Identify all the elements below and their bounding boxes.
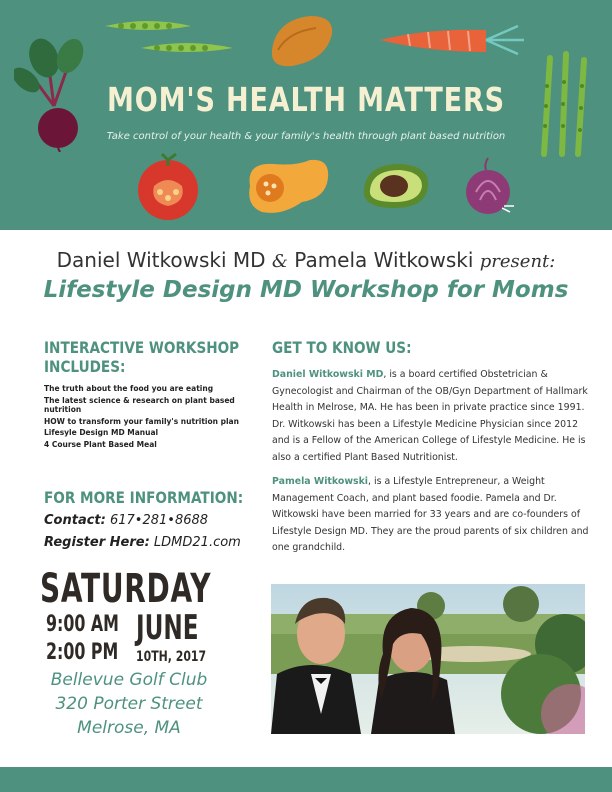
avocado-icon bbox=[360, 160, 432, 212]
presenter-name-daniel: Daniel Witkowski MD bbox=[56, 248, 266, 272]
list-item: The truth about the food you are eating bbox=[44, 384, 214, 393]
register-label: Register Here: bbox=[44, 535, 150, 550]
event-time-end: 2:00 PM bbox=[46, 640, 119, 665]
list-item: 4 Course Plant Based Meal bbox=[44, 439, 157, 449]
more-info-heading: FOR MORE INFORMATION: bbox=[44, 488, 244, 507]
onion-icon bbox=[458, 154, 518, 218]
squash-icon bbox=[240, 154, 332, 220]
event-day: SATURDAY bbox=[40, 566, 212, 612]
venue-street: 320 Porter Street bbox=[55, 694, 203, 714]
about-section bbox=[272, 338, 592, 557]
event-date: 10TH, 2017 bbox=[136, 649, 207, 665]
register-url: LDMD21.com bbox=[153, 535, 241, 550]
venue-name: Bellevue Golf Club bbox=[50, 670, 208, 690]
bio-pamela bbox=[272, 474, 592, 557]
includes-heading-line1: INTERACTIVE WORKSHOP bbox=[44, 338, 240, 357]
register-line bbox=[44, 535, 241, 550]
bio-pamela-text: , is a Lifestyle Entrepreneur, a Weight Management Coach, and plant based foodie. Pamela and Dr. Witkowski have been married for 33 years and are co-founders of Lifestyle Design MD. They are the proud parents of six children and one grandchild. bbox=[272, 476, 589, 553]
bio-pamela-name: Pamela Witkowski bbox=[272, 476, 369, 487]
event-time-start: 9:00 AM bbox=[46, 612, 119, 637]
bio-daniel-name: Daniel Witkowski MD bbox=[272, 369, 384, 380]
tomato-icon bbox=[132, 152, 204, 222]
list-item: Lifesyle Design MD Manual bbox=[44, 428, 159, 438]
about-heading: GET TO KNOW US: bbox=[272, 338, 412, 357]
includes-section bbox=[44, 338, 254, 452]
header-banner bbox=[0, 0, 612, 230]
list-item: The latest science & research on plant based nutrition bbox=[44, 395, 235, 415]
presenters-line bbox=[0, 248, 612, 272]
contact-label: Contact: bbox=[44, 513, 106, 528]
event-month: JUNE bbox=[136, 608, 199, 648]
ampersand: & bbox=[271, 251, 288, 272]
contact-line bbox=[44, 513, 208, 528]
includes-heading-line2: INCLUDES: bbox=[44, 357, 126, 376]
workshop-title: Lifestyle Design MD Workshop for Moms bbox=[43, 277, 569, 303]
includes-list bbox=[44, 384, 254, 450]
present-word: present: bbox=[479, 251, 556, 272]
venue-city: Melrose, MA bbox=[77, 718, 181, 738]
presenter-name-pamela: Pamela Witkowski bbox=[294, 248, 474, 272]
bio-daniel bbox=[272, 367, 592, 466]
banner-title: MOM'S HEALTH MATTERS bbox=[107, 80, 505, 119]
contact-phone: 617•281•8688 bbox=[109, 513, 209, 528]
bio-daniel-text: , is a board certified Obstetrician & Gynecologist and Chairman of the OB/Gyn Department of Hallmark Health in Melrose, MA. He has been in private practice since 1991. Dr. Witkowski has been a Lifestyle Medicine Physician since 2012 and is a Fellow of the American College of Lifestyle Medicine. He is also a certified Plant Based Nutritionist. bbox=[272, 369, 588, 463]
footer-bar bbox=[0, 767, 612, 792]
carrot-icon bbox=[378, 20, 528, 60]
sweet-potato-icon bbox=[266, 10, 338, 70]
banner-tagline: Take control of your health & your family's health through plant based nutrition bbox=[106, 131, 506, 142]
pea-pod-icon bbox=[103, 18, 239, 60]
list-item: HOW to transform your family's nutrition plan bbox=[44, 416, 239, 426]
couple-photo bbox=[271, 584, 585, 734]
